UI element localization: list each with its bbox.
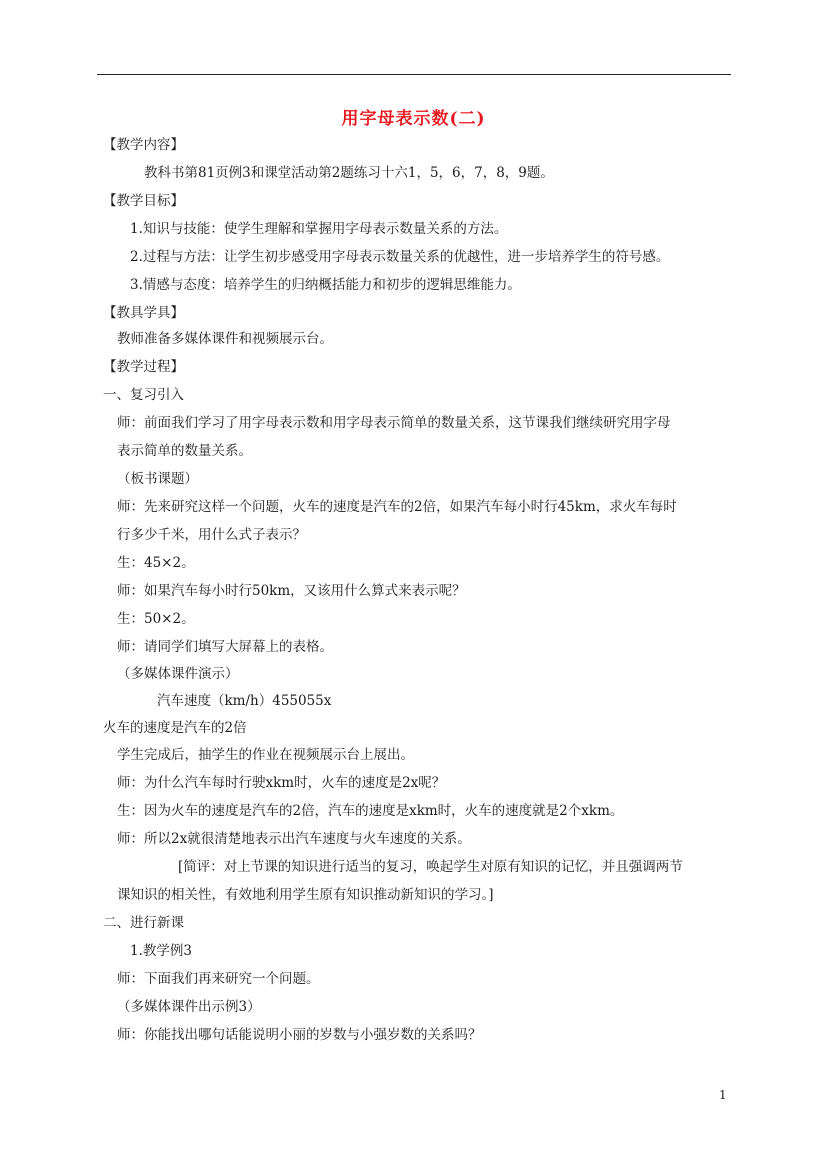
text-line: （板书课题） [117,471,198,487]
text-line: 师：为什么汽车每时行驶xkm时，火车的速度是2x呢？ [117,775,446,791]
text-line: 行多少千米，用什么式子表示？ [117,527,306,543]
text-line: 【教学内容】 [103,137,184,153]
text-line: 教科书第81页例3和课堂活动第2题练习十六1，5，6，7，8，9题。 [144,165,554,181]
header-rule [97,74,731,75]
text-line: 生：50×2。 [117,611,195,627]
text-line: （多媒体课件演示） [117,666,239,682]
text-line: 1.教学例3 [130,943,192,959]
text-line: 课知识的相关性，有效地利用学生原有知识推动新知识的学习。] [117,887,494,903]
text-line: 师：前面我们学习了用字母表示数和用字母表示简单的数量关系，这节课我们继续研究用字母 [117,415,671,431]
text-line: 【教具学具】 [103,305,184,321]
text-line: 【教学过程】 [103,359,184,375]
text-line: [简评：对上节课的知识进行适当的复习，唤起学生对原有知识的记忆，并且强调两节 [178,859,683,875]
page-number: 1 [719,1088,727,1102]
text-line: 师：下面我们再来研究一个问题。 [117,971,320,987]
text-line: 火车的速度是汽车的2倍 [103,720,247,736]
text-line: 师：所以2x就很清楚地表示出汽车速度与火车速度的关系。 [117,831,471,847]
page-title: 用字母表示数(二) [341,109,486,129]
text-line: 汽车速度（km/h）455055x [157,693,332,709]
text-line: 1.知识与技能：使学生理解和掌握用字母表示数量关系的方法。 [130,221,508,237]
text-line: （多媒体课件出示例3） [117,999,261,1015]
text-line: 生：45×2。 [117,555,195,571]
text-line: 一、复习引入 [103,387,184,403]
text-line: 师：先来研究这样一个问题，火车的速度是汽车的2倍，如果汽车每小时行45km，求火车每时 [117,499,677,515]
text-line: 3.情感与态度：培养学生的归纳概括能力和初步的逻辑思维能力。 [130,277,521,293]
text-line: 2.过程与方法：让学生初步感受用字母表示数量关系的优越性，进一步培养学生的符号感。 [130,249,670,265]
text-line: 生：因为火车的速度是汽车的2倍，汽车的速度是xkm时，火车的速度就是2个xkm。 [117,803,624,819]
text-line: 学生完成后，抽学生的作业在视频展示台上展出。 [117,747,414,763]
text-line: 二、进行新课 [103,915,184,931]
text-line: 师：请同学们填写大屏幕上的表格。 [117,639,333,655]
text-line: 教师准备多媒体课件和视频展示台。 [117,331,333,347]
text-line: 表示简单的数量关系。 [117,443,252,459]
text-line: 【教学目标】 [103,193,184,209]
text-line: 师：如果汽车每小时行50km，又该用什么算式来表示呢？ [117,583,466,599]
text-line: 师：你能找出哪句话能说明小丽的岁数与小强岁数的关系吗？ [117,1027,482,1043]
